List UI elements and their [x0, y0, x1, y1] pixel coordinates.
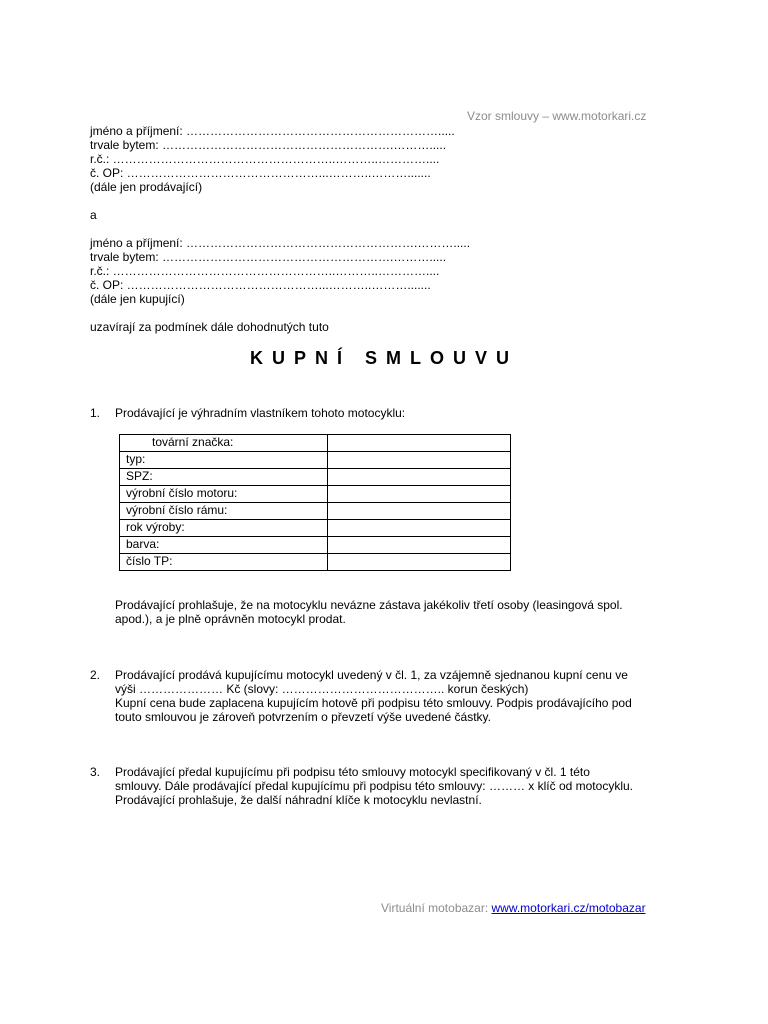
buyer-op-line: č. OP: …………………………………………...………..………....... — [90, 278, 431, 292]
table-row — [120, 435, 511, 452]
section2-line4: touto smlouvou je zároveň potvrzením o převzetí výše uvedené částky. — [115, 710, 491, 724]
spec-value — [328, 503, 511, 520]
section1-text: Prodávající je výhradním vlastníkem tohoto motocyklu: — [115, 406, 406, 420]
section1-declaration-line1: Prodávající prohlašuje, že na motocyklu nevázne zástava jakékoliv třetí osoby (leasingová spol. — [115, 598, 623, 612]
table-row — [120, 554, 511, 571]
spec-label: výrobní číslo motoru: — [120, 486, 328, 503]
contract-title: KUPNÍ SMLOUVU — [249, 348, 518, 368]
section2-line2: výši ………………… Kč (slovy: ………………………………….. korun českých) — [115, 682, 529, 696]
footer — [381, 901, 646, 915]
section1-number: 1. — [90, 406, 101, 420]
seller-address-line: trvale bytem: ………………………………………………….………..... — [90, 138, 447, 152]
table-row — [120, 537, 511, 554]
spec-value — [328, 452, 511, 469]
buyer-address-line: trvale bytem: ………………………………………………….………..... — [90, 250, 447, 264]
spec-value — [328, 486, 511, 503]
buyer-rc-line: r.č.: ………………………………………………..………..………….... — [90, 264, 440, 278]
conjunction: a — [90, 208, 97, 222]
intro-text: uzavírají za podmínek dále dohodnutých tuto — [90, 320, 329, 334]
section2-line3: Kupní cena bude zaplacena kupujícím hotově při podpisu této smlouvy. Podpis prodávajícího pod — [115, 696, 632, 710]
section2-line1: Prodávající prodává kupujícímu motocykl uvedený v čl. 1, za vzájemně sjednanou kupní cenu ve — [115, 668, 628, 682]
motobazar-link[interactable]: www.motorkari.cz/motobazar — [491, 901, 646, 915]
seller-op-line: č. OP: …………………………………………...………..………....... — [90, 166, 431, 180]
footer-label: Virtuální motobazar: — [381, 901, 492, 915]
table-row — [120, 452, 511, 469]
table-row — [120, 503, 511, 520]
section3-number: 3. — [90, 765, 101, 779]
spec-label: číslo TP: — [120, 554, 328, 571]
table-row — [120, 486, 511, 503]
header-note: Vzor smlouvy – www.motorkari.cz — [467, 109, 647, 123]
spec-value — [328, 469, 511, 486]
section1-declaration-line2: apod.), a je plně oprávněn motocykl prodat. — [115, 612, 346, 626]
spec-value — [328, 435, 511, 452]
spec-label: rok výroby: — [120, 520, 328, 537]
spec-value — [328, 520, 511, 537]
section3-line2: smlouvy. Dále prodávající předal kupujícímu při podpisu této smlouvy: ……… x klíč od motocyklu. — [115, 779, 633, 793]
seller-role: (dále jen prodávající) — [90, 180, 203, 194]
spec-label: tovární značka: — [120, 435, 328, 452]
spec-label: SPZ: — [120, 469, 328, 486]
spec-label: typ: — [120, 452, 328, 469]
spec-value — [328, 537, 511, 554]
buyer-name-line: jméno a příjmení: ………………………………………………….………..... — [90, 236, 471, 250]
spec-label: výrobní číslo rámu: — [120, 503, 328, 520]
table-row — [120, 520, 511, 537]
spec-label: barva: — [120, 537, 328, 554]
motorcycle-specs-table — [119, 434, 511, 571]
seller-rc-line: r.č.: ………………………………………………..………..………….... — [90, 152, 440, 166]
spec-value — [328, 554, 511, 571]
section3-line1: Prodávající předal kupujícímu při podpisu této smlouvy motocykl specifikovaný v čl. 1 této — [115, 765, 590, 779]
section2-number: 2. — [90, 668, 101, 682]
section3-line3: Prodávající prohlašuje, že další náhradní klíče k motocyklu nevlastní. — [115, 793, 482, 807]
buyer-role: (dále jen kupující) — [90, 292, 185, 306]
seller-name-line: jméno a příjmení: ………………………………………………………..... — [90, 124, 455, 138]
table-row — [120, 469, 511, 486]
